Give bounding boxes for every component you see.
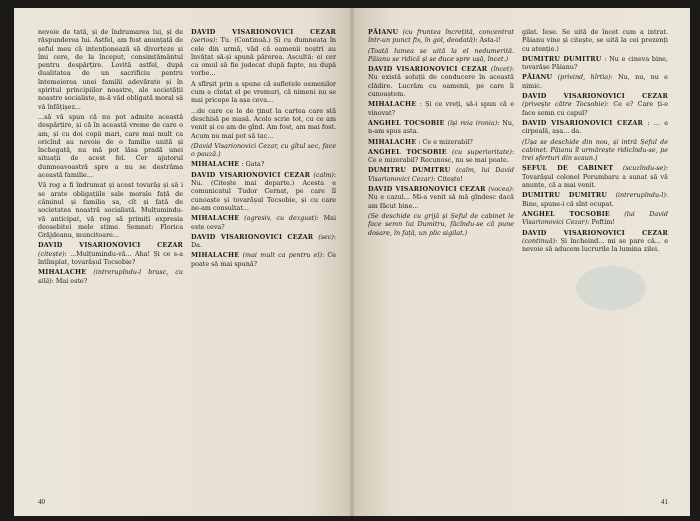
speaker-name: MIHALACHE [191, 251, 240, 260]
dialogue-text: Da. [191, 241, 202, 250]
dialogue-paragraph: MIHALACHE : Și ce vreți, să-i spun că e vinovat? [367, 100, 514, 117]
stage-direction: (mai mult ca pentru el) [242, 251, 322, 260]
dialogue-text: Bine, spune-i că sînt ocupat. [521, 199, 614, 208]
speaker-name: MIHALACHE [367, 100, 417, 109]
dialogue-paragraph [522, 28, 668, 53]
dialogue-paragraph: MIHALACHE (intrerupîndu-l brusc, cu silă): Mai este? [38, 268, 183, 285]
stage-direction: (încet) [490, 65, 512, 74]
dialogue-text: Ce e? Care ți-e face semn cu capul? [521, 100, 668, 117]
stage-direction: (Ușa se deschide din nou, și intră Șeful de cabinet. Păianu îl urmărește ridicîndu-se, pe trei sferturi din scaun.) [521, 137, 668, 163]
dialogue-text: Nu e cineva bine, tovarășe Păianu? [521, 54, 668, 72]
dialogue-text: Poftim! [591, 218, 615, 227]
stage-direction: (agresiv, cu dezgust) [244, 214, 317, 223]
dialogue-paragraph: DUMITRU DUMITRU (calm, lui David Visarionovici Cezar): Citește! [367, 166, 514, 183]
dialogue-paragraph: ANGHEL TOCSOBIE (lui David Visarionovici Cezar): Poftim! [521, 209, 668, 227]
dialogue-paragraph [38, 28, 183, 111]
dialogue-paragraph: DAVID VISARIONOVICI CEZAR (continuă): Și încheind... mi se pare că... e nevoie să aducem lucrurile la lumina zilei. [521, 228, 668, 254]
dialogue-text: Tovarășul colonel Porumbaru a sunat să vă anunțe, că a mai venit. [521, 172, 668, 190]
dialogue-text: Ce poate să mai spună? [191, 251, 337, 268]
stage-direction: (intrerupîndu-l) [615, 191, 666, 200]
dialogue-text: Și încheind... mi se pare că... e nevoie să aducem lucrurile la lumina zilei. [521, 236, 668, 254]
stage-direction: (privind, hîrtia) [557, 73, 611, 82]
dialogue-paragraph: DAVID VISARIONOVICI CEZAR (serios): Tu. (Continuă.) Și cu dumneata în cele din urmă, văd că oamenii noștri au învățat să-și spună părerea. Ascultă: ei cer ca omul să fie judecat după fapte, nu după vorbe... [191, 28, 337, 78]
stage-direction: (vocea) [488, 185, 512, 194]
speaker-name: DAVID VISARIONOVICI CEZAR [521, 92, 668, 101]
speaker-name: PĂIANU [521, 73, 553, 82]
stage-direction: (Toată lumea se uită la el nedumerită. Păianu se ridică și se duce spre ușă, încet.) [367, 46, 514, 63]
dialogue-text: ...să vă spun că nu pot admite această despărțire, și că în această vreme de care o am, și cu doi copii mari, care mai mult ca oricînd au nevoie de o familie unită și închegată, nu mă pot lăsa pradă unei situații de acest fel. Cer ajutorul dumneavoastră spre a nu se destrăma această familie... [38, 112, 184, 180]
dialogue-paragraph: DAVID VISARIONOVICI CEZAR (vocea): Nu e cazul... Mi-a venit să mă gîndesc dacă am făcut bine... [367, 185, 514, 210]
dialogue-paragraph [191, 142, 336, 159]
stage-direction: (își reia ironia) [447, 118, 498, 127]
speaker-name: ȘEFUL DE CABINET [521, 164, 614, 173]
stage-direction: (scuzîndu-se) [622, 164, 666, 173]
speaker-name: ANGHEL TOCSOBIE [367, 118, 445, 127]
dialogue-paragraph: DAVID VISARIONOVICI CEZAR (privește către Tocsobie): Ce e? Care ți-e face semn cu capul? [521, 92, 668, 117]
dialogue-paragraph: MIHALACHE : Gata? [191, 160, 265, 169]
speaker-name: DAVID VISARIONOVICI CEZAR [367, 65, 488, 74]
dialogue-paragraph: DUMITRU DUMITRU : Nu e cineva bine, tovarășe Păianu? [521, 54, 668, 72]
dialogue-text: A sfîrșit prin a spune că sufletele oamenilor cum a cîntat el pe vremuri, că nimeni nu se mai pricepe la așa ceva... [191, 79, 337, 105]
dialogue-text: ...Mulțumindu-vă... Aha! Și ce s-a întîmplat, tovarășul Tocsobie? [38, 249, 184, 267]
left-column-2 [191, 28, 336, 496]
speaker-name: DAVID VISARIONOVICI CEZAR [521, 228, 668, 237]
dialogue-paragraph: ANGHEL TOCSOBIE (își reia ironia): Nu, n-am spus asta. [367, 118, 514, 136]
dialogue-paragraph: PĂIANU (cu fruntea încrețită, concentrat într-un punct fix, în gol, deodată): Asta-i! [367, 28, 514, 45]
speaker-name: DUMITRU DUMITRU [521, 54, 602, 63]
dialogue-text: Nu există soluții de conducere în această clădire. Lucrăm cu oamenii, pe care îi cunoaștem. [367, 73, 514, 99]
dialogue-paragraph: PĂIANU (privind, hîrtia): Nu, nu, nu e nimic. [521, 73, 668, 90]
dialogue-paragraph: ȘEFUL DE CABINET (scuzîndu-se): Tovarășul colonel Porumbaru a sunat să vă anunțe, că a mai venit. [521, 164, 668, 190]
dialogue-text: gilat. Iese. Se uită de încet cum a intrat. Păianu vine și citește, se uită la cei prezenți cu atenție.) [521, 28, 668, 53]
speaker-name: ANGHEL TOCSOBIE [367, 147, 447, 156]
dialogue-paragraph: DAVID VISARIONOVICI CEZAR (sec): Da. [191, 232, 337, 250]
page-number-left: 40 [38, 498, 45, 506]
dialogue-paragraph: DAVID VISARIONOVICI CEZAR (încet): Nu există soluții de conducere în această clădire. Lucrăm cu oamenii, pe care îi cunoaștem. [367, 65, 514, 99]
dialogue-paragraph: MIHALACHE (mai mult ca pentru el): Ce poate să mai spună? [191, 251, 337, 268]
dialogue-text: Mai este ceva? [191, 214, 337, 231]
dialogue-text: Citește! [437, 174, 463, 183]
dialogue-paragraph [191, 107, 336, 140]
book-spread [14, 8, 690, 516]
dialogue-paragraph [368, 47, 514, 64]
stage-direction: (cu superioritate) [451, 147, 512, 156]
speaker-name: DUMITRU DUMITRU [367, 166, 451, 175]
dialogue-text: Mai este? [55, 276, 88, 285]
dialogue-text: ...de care ce le de ţinut la cartea care stă deschisă pe masă. Acolo scrie tot, cu ce am venit și ce am de gînd. Am fost, am mai fost. Acum nu mai pot să tac... [191, 106, 337, 140]
speaker-name: DUMITRU DUMITRU [521, 191, 608, 200]
dialogue-paragraph: MIHALACHE : Ce e mizerabil? [367, 137, 473, 146]
right-column-1 [368, 28, 514, 496]
dialogue-paragraph: DAVID VISARIONOVICI CEZAR (calm): Nu. (Citește mai departe.) Acesta e comunicatul Tudor Cernat, pe care îl cunoaște și tovarășul Tocsobie, și cu care ne-am consultat... [191, 170, 337, 212]
dialogue-paragraph: ANGHEL TOCSOBIE (cu superioritate): Ce e mizerabil? Recunosc, nu se mai poate. [367, 147, 514, 165]
right-column-2 [522, 28, 668, 496]
dialogue-paragraph [191, 80, 336, 105]
speaker-name: DAVID VISARIONOVICI CEZAR [38, 241, 184, 250]
stage-direction: (sec) [318, 232, 334, 241]
dialogue-paragraph [38, 113, 183, 179]
speaker-name: DAVID VISARIONOVICI CEZAR [191, 28, 337, 36]
speaker-name: MIHALACHE [38, 268, 87, 277]
speaker-name: DAVID VISARIONOVICI CEZAR [521, 118, 644, 127]
dialogue-paragraph: MIHALACHE (agresiv, cu dezgust): Mai este ceva? [191, 214, 337, 231]
dialogue-text: Și ce vreți, să-i spun că e vinovat? [367, 100, 514, 117]
dialogue-paragraph: DUMITRU DUMITRU (intrerupîndu-l): Bine, spune-i că sînt ocupat. [521, 191, 668, 208]
dialogue-text: Nu, nu, nu e nimic. [521, 73, 668, 90]
speaker-name: MIHALACHE [367, 137, 417, 146]
dialogue-paragraph [368, 212, 514, 237]
dialogue-text: Asta-i! [479, 36, 501, 45]
stage-direction: (privește către Tocsobie) [521, 100, 607, 109]
stage-direction: (cu fruntea încrețită, concentrat într-un punct fix, în gol, deodată) [367, 28, 514, 45]
speaker-name: DAVID VISARIONOVICI CEZAR [191, 232, 314, 241]
dialogue-paragraph [522, 138, 668, 163]
right-page [354, 8, 690, 516]
stage-direction: (continuă) [521, 236, 556, 245]
dialogue-text: Nu e cazul... Mi-a venit să mă gîndesc dacă am făcut bine... [367, 193, 514, 210]
stage-direction: (calm, lui David Visarionovici Cezar) [367, 166, 514, 183]
dialogue-paragraph [38, 181, 183, 239]
dialogue-text: Ce e mizerabil? Recunosc, nu se mai poate. [367, 156, 509, 165]
stage-direction: (calm) [313, 170, 334, 179]
speaker-name: DAVID VISARIONOVICI CEZAR [191, 170, 311, 179]
speaker-name: PĂIANU [367, 28, 399, 36]
dialogue-text: Gata? [245, 160, 265, 169]
stage-direction: (intrerupîndu-l brusc, cu silă) [38, 268, 183, 285]
dialogue-text: Ce e mizerabil? [422, 137, 473, 146]
left-column-1 [38, 28, 183, 496]
dialogue-paragraph: DAVID VISARIONOVICI CEZAR : ... e cirpeală, așa... da. [521, 118, 668, 136]
dialogue-text: Nu. (Citește mai departe.) Acesta e comunicatul Tudor Cernat, pe care îl cunoaște și tovarășul Tocsobie, și cu care ne-am consultat... [191, 179, 337, 212]
dialogue-text: Vă rog a fi îndrumat și acest tovarăș și să i se arate obligațiile sale morale față de căminul și familia sa, cît și față de societatea noastră socialistă. Mulțumindu-vă anticipat, vă rog să primiți expresia deosebitei mele stime. Semnat: Florica Grăjdeanu, muncitoare... [38, 181, 184, 240]
stage-direction: (serios) [191, 36, 216, 45]
stage-direction: (citește) [38, 249, 65, 258]
dialogue-text: ... e cirpeală, așa... da. [521, 118, 668, 136]
speaker-name: DAVID VISARIONOVICI CEZAR [367, 185, 486, 194]
dialogue-paragraph: DAVID VISARIONOVICI CEZAR (citește): ...Mulțumindu-vă... Aha! Și ce s-a întîmplat, tovarășul Tocsobie? [38, 241, 184, 267]
stage-direction: (Se deschide cu grijă și Șeful de cabinet le face semn lui Dumitru, făcîndu-se că pune dosare, în față, un plic sigilat.) [367, 211, 514, 237]
stage-direction: (David Visarionovici Cezar, cu gîtul sec, face o pauză.) [191, 141, 337, 159]
speaker-name: ANGHEL TOCSOBIE [521, 209, 610, 218]
left-page [14, 8, 350, 516]
stamp-mark [576, 266, 646, 310]
page-number-right: 41 [660, 498, 668, 506]
dialogue-text: nevoie de tată, și de îndrumarea lui, și de răspunderea lui. Astfel, am fost anunțată de șeful meu că intenționează să divorțeze și îmi cere, de la început, consimțământul pentru despărțire. Lovită astfel, după dualitatea de un sacrificiu pentru întemeierea unei familii adevărate și în spiritul principiilor noastre, ale societății noastre socialiste, m-ă văd obligată moral să vă înfățișez... [38, 28, 184, 111]
dialogue-text: Tu. (Continuă.) Și cu dumneata în cele din urmă, văd că oamenii noștri au învățat să-și spună părerea. Ascultă: ei cer ca omul să fie judecat după fapte, nu după vorbe... [191, 36, 337, 78]
dialogue-text: Nu, n-am spus asta. [367, 118, 514, 136]
speaker-name: MIHALACHE [191, 214, 240, 223]
speaker-name: MIHALACHE [191, 160, 240, 169]
stage-direction: (lui David Visarionovici Cezar) [521, 209, 668, 227]
